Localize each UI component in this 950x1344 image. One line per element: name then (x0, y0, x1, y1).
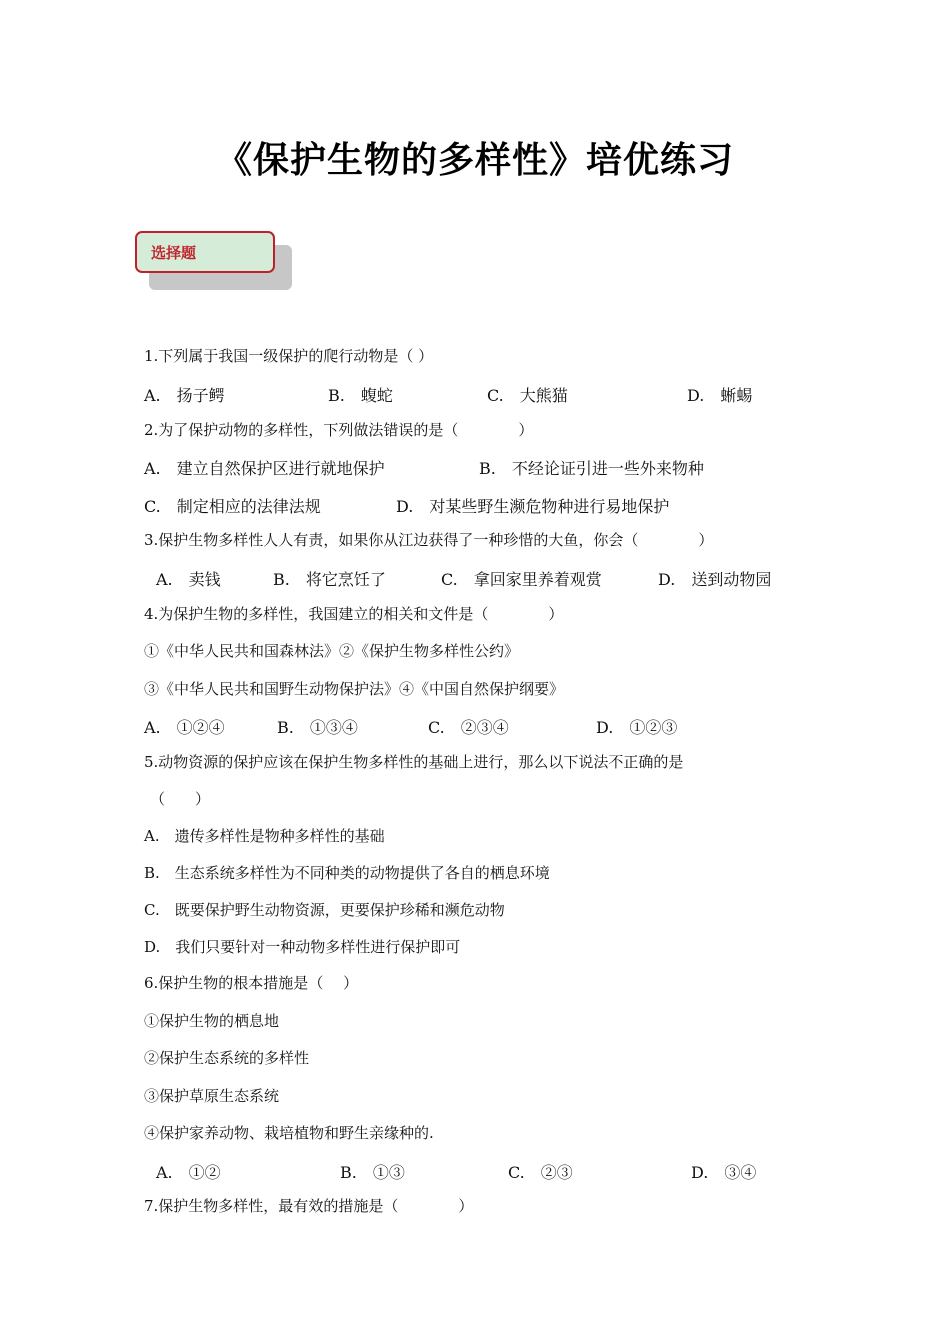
question-4-statement-2: ③《中华人民共和国野生动物保护法》④《中国自然保护纲要》 (144, 680, 565, 698)
option-c: C. 制定相应的法律法规 (144, 497, 321, 516)
question-5-stem-continuation: （ ） (150, 790, 211, 808)
option-b: B. 将它烹饪了 (273, 570, 386, 589)
document-title: 《保护生物的多样性》培优练习 (215, 140, 734, 181)
question-3-stem: 3.保护生物多样性人人有责，如果你从江边获得了一种珍惜的大鱼，你会（ ） (144, 531, 714, 549)
option-a: A. ①②④ (144, 718, 225, 737)
option-d: D. ①②③ (596, 718, 678, 737)
option-a: A. 建立自然保护区进行就地保护 (144, 459, 385, 478)
question-6-item-2: ②保护生态系统的多样性 (144, 1049, 310, 1067)
option-b: B. 蝮蛇 (328, 386, 393, 405)
question-5-option-b: B. 生态系统多样性为不同种类的动物提供了各自的栖息环境 (144, 864, 550, 882)
question-1-stem: 1.下列属于我国一级保护的爬行动物是（ ） (144, 347, 434, 365)
option-d: D. ③④ (691, 1163, 757, 1182)
question-5-stem: 5.动物资源的保护应该在保护生物多样性的基础上进行，那么以下说法不正确的是 (144, 753, 684, 771)
option-a: A. ①② (156, 1163, 221, 1182)
option-a: A. 卖钱 (156, 570, 221, 589)
option-a: A. 扬子鳄 (144, 386, 225, 405)
question-1-options (0, 383, 950, 403)
question-6-item-3: ③保护草原生态系统 (144, 1087, 280, 1105)
question-4-statement-1: ①《中华人民共和国森林法》②《保护生物多样性公约》 (144, 642, 520, 660)
option-b: B. ①③④ (277, 718, 358, 737)
option-c: C. ②③ (508, 1163, 573, 1182)
section-label: 选择题 (135, 231, 275, 273)
question-2-stem: 2.为了保护动物的多样性，下列做法错误的是（ ） (144, 421, 534, 439)
question-4-options (0, 715, 950, 735)
option-b: B. 不经论证引进一些外来物种 (479, 459, 704, 478)
option-b: B. ①③ (340, 1163, 405, 1182)
option-d: D. 对某些野生濒危物种进行易地保护 (396, 497, 670, 516)
option-d: D. 送到动物园 (658, 570, 772, 589)
question-2-options-row-1 (0, 456, 950, 476)
question-3-options (0, 567, 950, 587)
option-d: D. 蜥蜴 (687, 386, 753, 405)
question-6-item-4: ④保护家养动物、栽培植物和野生亲缘种的. (144, 1124, 434, 1142)
question-7-stem: 7.保护生物多样性，最有效的措施是（ ） (144, 1197, 474, 1215)
question-5-option-a: A. 遗传多样性是物种多样性的基础 (144, 827, 385, 845)
option-c: C. ②③④ (428, 718, 509, 737)
question-2-options-row-2 (0, 494, 950, 514)
question-6-item-1: ①保护生物的栖息地 (144, 1012, 280, 1030)
question-6-options (0, 1160, 950, 1180)
question-6-stem: 6.保护生物的根本措施是（ ） (144, 974, 359, 992)
question-5-option-d: D. 我们只要针对一种动物多样性进行保护即可 (144, 938, 461, 956)
question-4-stem: 4.为保护生物的多样性，我国建立的相关和文件是（ ） (144, 605, 564, 623)
option-c: C. 拿回家里养着观赏 (441, 570, 602, 589)
option-c: C. 大熊猫 (487, 386, 568, 405)
question-5-option-c: C. 既要保护野生动物资源，更要保护珍稀和濒危动物 (144, 901, 505, 919)
